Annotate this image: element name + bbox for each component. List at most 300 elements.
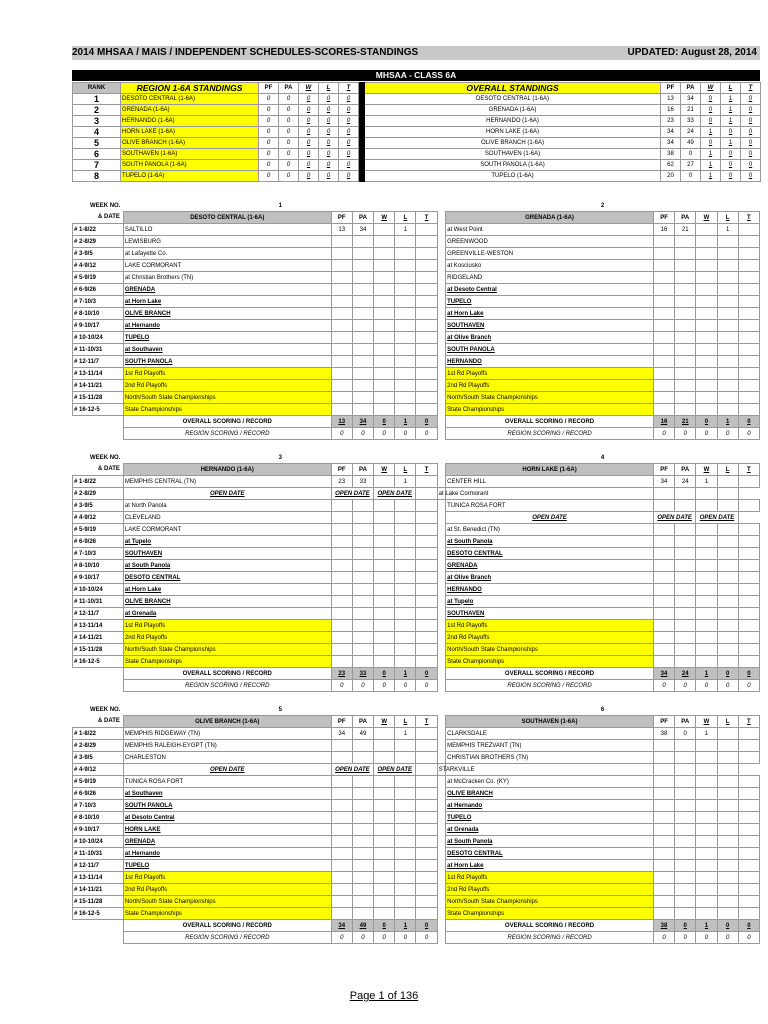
- stat-col-header: PF: [331, 464, 352, 476]
- game-stat: [331, 308, 352, 320]
- rank-number: 4: [73, 127, 121, 138]
- game-stat: [352, 548, 373, 560]
- game-stat: [374, 284, 395, 296]
- game-stat: [696, 524, 717, 536]
- class-title: MHSAA - CLASS 6A: [72, 70, 760, 81]
- overall-stat: 1: [721, 138, 741, 149]
- game-stat: [717, 308, 738, 320]
- game-stat: [675, 284, 696, 296]
- week-date: # 1-8/22: [73, 224, 124, 236]
- overall-stat: 34: [661, 138, 681, 149]
- spacer: [437, 788, 445, 800]
- spacer: [73, 416, 124, 428]
- week-date: # 3-9/5: [73, 500, 124, 512]
- opponent-name: CLEVELAND: [123, 512, 331, 524]
- overall-record-value: 0: [738, 668, 759, 680]
- game-row: [73, 356, 760, 368]
- spacer: [437, 200, 445, 212]
- region-record-value: 0: [696, 680, 717, 692]
- game-stat: [352, 524, 373, 536]
- overall-stat: 34: [661, 127, 681, 138]
- game-row: [73, 728, 760, 740]
- week-date: # 15-11/28: [73, 392, 124, 404]
- game-stat: [717, 596, 738, 608]
- game-stat: [675, 356, 696, 368]
- overall-team-name: HERNANDO (1-6A): [365, 116, 661, 127]
- opponent-name: 1st Rd Playoffs: [446, 872, 654, 884]
- game-stat: [374, 308, 395, 320]
- game-stat: [675, 884, 696, 896]
- game-stat: [395, 392, 416, 404]
- game-stat: [696, 560, 717, 572]
- game-stat: 23: [331, 476, 352, 488]
- region-stat: 0: [299, 171, 319, 182]
- spacer: [437, 452, 445, 464]
- spacer: [437, 884, 445, 896]
- game-stat: [696, 608, 717, 620]
- game-stat: [352, 608, 373, 620]
- page-title: 2014 MHSAA / MAIS / INDEPENDENT SCHEDULES-SCORES-STANDINGS: [72, 47, 419, 58]
- overall-scoring-label: OVERALL SCORING / RECORD: [446, 920, 654, 932]
- game-stat: [675, 500, 696, 512]
- opponent-name: STARKVILLE: [437, 764, 445, 776]
- schedule-section-3: [72, 704, 760, 944]
- stat-col-header: PF: [653, 716, 674, 728]
- overall-record-row: [73, 920, 760, 932]
- game-stat: 34: [331, 728, 352, 740]
- game-stat: [395, 812, 416, 824]
- game-stat: [416, 560, 437, 572]
- opponent-name: 1st Rd Playoffs: [123, 620, 331, 632]
- stat-col-header: W: [374, 716, 395, 728]
- game-stat: [717, 632, 738, 644]
- game-stat: [653, 572, 674, 584]
- opponent-name: SOUTH PANOLA: [446, 344, 654, 356]
- game-row: [73, 392, 760, 404]
- rank-number: 1: [73, 94, 121, 105]
- game-stat: [331, 800, 352, 812]
- game-stat: [738, 284, 759, 296]
- opponent-name: 2nd Rd Playoffs: [123, 884, 331, 896]
- overall-stat: 0: [741, 160, 761, 171]
- week-date: # 1-8/22: [73, 728, 124, 740]
- game-stat: [416, 656, 437, 668]
- game-row: [73, 908, 760, 920]
- opponent-name: TUPELO: [123, 332, 331, 344]
- stat-col-header: PA: [352, 464, 373, 476]
- overall-record-value: 1: [696, 920, 717, 932]
- game-stat: [352, 776, 373, 788]
- game-stat: [675, 812, 696, 824]
- spacer: [437, 380, 445, 392]
- game-stat: [331, 572, 352, 584]
- game-stat: [374, 740, 395, 752]
- game-stat: [653, 392, 674, 404]
- region-team-name: SOUTH PANOLA (1-6A): [121, 160, 259, 171]
- spacer: [437, 776, 445, 788]
- opponent-name: HORN LAKE: [123, 824, 331, 836]
- game-stat: [374, 380, 395, 392]
- game-stat: [653, 296, 674, 308]
- week-date: # 11-10/31: [73, 848, 124, 860]
- game-stat: [717, 884, 738, 896]
- game-stat: [374, 644, 395, 656]
- region-record-value: 0: [738, 680, 759, 692]
- game-row: [73, 632, 760, 644]
- opponent-name: at Olive Branch: [446, 572, 654, 584]
- opponent-name: TUPELO: [446, 296, 654, 308]
- game-stat: [738, 236, 759, 248]
- spacer: [437, 920, 445, 932]
- game-stat: [374, 836, 395, 848]
- game-stat: [653, 272, 674, 284]
- game-stat: [331, 536, 352, 548]
- game-stat: [352, 380, 373, 392]
- week-date: # 10-10/24: [73, 584, 124, 596]
- spacer: [437, 260, 445, 272]
- week-date: # 14-11/21: [73, 884, 124, 896]
- game-stat: [653, 584, 674, 596]
- game-row: [73, 560, 760, 572]
- game-stat: [738, 752, 759, 764]
- opponent-name: at Horn Lake: [123, 296, 331, 308]
- game-stat: [696, 788, 717, 800]
- region-record-row: [73, 680, 760, 692]
- game-stat: [374, 776, 395, 788]
- opponent-name: at Southaven: [123, 788, 331, 800]
- week-date: # 12-11/7: [73, 860, 124, 872]
- region-stat: 0: [259, 149, 279, 160]
- overall-stat: 0: [701, 94, 721, 105]
- game-stat: [738, 368, 759, 380]
- spacer: [437, 332, 445, 344]
- game-stat: [352, 812, 373, 824]
- game-stat: OPEN DATE: [696, 512, 738, 524]
- game-stat: [374, 812, 395, 824]
- game-stat: [395, 260, 416, 272]
- game-stat: [331, 284, 352, 296]
- spacer: [437, 428, 445, 440]
- game-stat: [352, 284, 373, 296]
- game-stat: [352, 332, 373, 344]
- spacer: [73, 668, 124, 680]
- spacer: [437, 248, 445, 260]
- game-stat: [416, 800, 437, 812]
- spacer: [437, 644, 445, 656]
- game-stat: [696, 896, 717, 908]
- overall-record-value: 33: [352, 668, 373, 680]
- game-stat: 34: [653, 476, 674, 488]
- week-date: # 3-9/5: [73, 752, 124, 764]
- overall-scoring-label: OVERALL SCORING / RECORD: [446, 416, 654, 428]
- week-date: # 1-8/22: [73, 476, 124, 488]
- game-stat: [738, 644, 759, 656]
- region-record-value: 0: [352, 932, 373, 944]
- game-stat: [717, 896, 738, 908]
- game-stat: [352, 296, 373, 308]
- spacer: [437, 860, 445, 872]
- game-stat: [331, 392, 352, 404]
- region-stat: 0: [319, 116, 339, 127]
- game-stat: [738, 560, 759, 572]
- team-name-header: HORN LAKE (1-6A): [446, 464, 654, 476]
- opponent-name: at McCracken Co. (KY): [446, 776, 654, 788]
- team-number: 5: [123, 704, 437, 716]
- stat-col-header: PF: [653, 464, 674, 476]
- team-name-header: SOUTHAVEN (1-6A): [446, 716, 654, 728]
- opponent-name: North/South State Championships: [446, 896, 654, 908]
- team-number: 3: [123, 452, 437, 464]
- game-stat: [416, 728, 437, 740]
- game-row: [73, 260, 760, 272]
- game-stat: [675, 752, 696, 764]
- region-stat: 0: [319, 171, 339, 182]
- opponent-name: State Championships: [123, 656, 331, 668]
- week-date: # 16-12-5: [73, 656, 124, 668]
- opponent-name: GRENADA: [446, 560, 654, 572]
- game-stat: [352, 824, 373, 836]
- game-row: [73, 872, 760, 884]
- game-stat: [738, 320, 759, 332]
- opponent-name: at West Point: [446, 224, 654, 236]
- spacer: [437, 548, 445, 560]
- game-stat: [416, 812, 437, 824]
- game-stat: [331, 500, 352, 512]
- game-stat: [675, 248, 696, 260]
- spacer: [437, 752, 445, 764]
- game-stat: [653, 812, 674, 824]
- game-stat: [696, 572, 717, 584]
- game-stat: [331, 524, 352, 536]
- game-stat: [395, 644, 416, 656]
- game-stat: [395, 836, 416, 848]
- opponent-name: 2nd Rd Playoffs: [446, 632, 654, 644]
- week-date: # 9-10/17: [73, 572, 124, 584]
- region-stat: 0: [299, 127, 319, 138]
- game-stat: [717, 404, 738, 416]
- game-stat: [675, 392, 696, 404]
- game-stat: 24: [675, 476, 696, 488]
- week-date: # 6-9/26: [73, 284, 124, 296]
- region-stat: 0: [279, 149, 299, 160]
- region-team-name: SOUTHAVEN (1-6A): [121, 149, 259, 160]
- region-record-row: [73, 932, 760, 944]
- opponent-name: GRENADA: [123, 836, 331, 848]
- region-col-header: PF: [259, 83, 279, 94]
- game-stat: [738, 656, 759, 668]
- overall-record-value: 0: [738, 416, 759, 428]
- rank-number: 8: [73, 171, 121, 182]
- spacer: [437, 596, 445, 608]
- game-stat: [717, 608, 738, 620]
- opponent-name: DESOTO CENTRAL: [123, 572, 331, 584]
- game-stat: [717, 740, 738, 752]
- game-stat: [395, 896, 416, 908]
- game-stat: [675, 380, 696, 392]
- game-row: [73, 644, 760, 656]
- game-stat: [696, 872, 717, 884]
- game-stat: [352, 896, 373, 908]
- region-record-value: 0: [331, 932, 352, 944]
- game-stat: [374, 824, 395, 836]
- game-stat: [374, 500, 395, 512]
- opponent-name: MEMPHIS RALEIGH-EYGPT (TN): [123, 740, 331, 752]
- opponent-name: at Southaven: [123, 344, 331, 356]
- game-stat: [675, 524, 696, 536]
- region-record-value: 0: [717, 932, 738, 944]
- overall-record-value: 0: [374, 668, 395, 680]
- spacer: [437, 272, 445, 284]
- spacer: [416, 488, 437, 500]
- week-date: # 4-9/12: [73, 764, 124, 776]
- game-stat: [416, 512, 437, 524]
- game-row: [73, 404, 760, 416]
- game-stat: [352, 236, 373, 248]
- game-stat: [717, 872, 738, 884]
- game-row: [73, 740, 760, 752]
- game-row: [73, 836, 760, 848]
- game-stat: [331, 608, 352, 620]
- opponent-name: MEMPHIS RIDGEWAY (TN): [123, 728, 331, 740]
- game-stat: 16: [653, 224, 674, 236]
- region-stat: 0: [339, 116, 359, 127]
- region-stat: 0: [339, 160, 359, 171]
- game-stat: [717, 368, 738, 380]
- game-stat: [738, 572, 759, 584]
- week-date: # 9-10/17: [73, 320, 124, 332]
- game-stat: [717, 488, 738, 500]
- overall-stat: 0: [741, 149, 761, 160]
- game-stat: [675, 560, 696, 572]
- game-stat: [696, 320, 717, 332]
- region-standings-title: REGION 1-6A STANDINGS: [121, 83, 259, 94]
- game-stat: [717, 392, 738, 404]
- region-stat: 0: [259, 127, 279, 138]
- game-stat: [696, 500, 717, 512]
- game-row: [73, 236, 760, 248]
- game-stat: [352, 908, 373, 920]
- region-stat: 0: [319, 94, 339, 105]
- overall-record-value: 23: [331, 668, 352, 680]
- game-stat: 0: [675, 728, 696, 740]
- overall-scoring-label: OVERALL SCORING / RECORD: [123, 668, 331, 680]
- game-stat: [696, 536, 717, 548]
- game-stat: OPEN DATE: [653, 512, 695, 524]
- game-stat: [374, 656, 395, 668]
- game-stat: [416, 296, 437, 308]
- region-record-value: 0: [395, 680, 416, 692]
- game-stat: [717, 908, 738, 920]
- opponent-name: at Hernando: [446, 800, 654, 812]
- game-stat: [653, 800, 674, 812]
- overall-record-value: 0: [416, 668, 437, 680]
- spacer: [416, 764, 437, 776]
- open-date-label: OPEN DATE: [446, 512, 654, 524]
- spacer: [437, 212, 445, 224]
- game-stat: [352, 584, 373, 596]
- game-stat: [653, 308, 674, 320]
- opponent-name: at Grenada: [123, 608, 331, 620]
- opponent-name: at Desoto Central: [123, 812, 331, 824]
- game-stat: [331, 332, 352, 344]
- team-number-row: [73, 704, 760, 716]
- game-stat: [416, 536, 437, 548]
- game-stat: [352, 368, 373, 380]
- game-stat: [374, 632, 395, 644]
- region-stat: 0: [259, 160, 279, 171]
- spacer: [437, 728, 445, 740]
- overall-record-value: 1: [395, 920, 416, 932]
- game-stat: [675, 644, 696, 656]
- stat-col-header: W: [696, 464, 717, 476]
- stat-col-header: PA: [675, 716, 696, 728]
- spacer: [437, 236, 445, 248]
- region-team-name: OLIVE BRANCH (1-6A): [121, 138, 259, 149]
- game-stat: [416, 848, 437, 860]
- game-row: [73, 572, 760, 584]
- opponent-name: SOUTHAVEN: [446, 320, 654, 332]
- overall-stat: 27: [681, 160, 701, 171]
- spacer: [437, 836, 445, 848]
- game-stat: [352, 848, 373, 860]
- game-stat: [331, 296, 352, 308]
- standings-row: [73, 160, 761, 171]
- overall-stat: 16: [661, 105, 681, 116]
- game-row: [73, 476, 760, 488]
- game-stat: [653, 596, 674, 608]
- region-stat: 0: [279, 94, 299, 105]
- game-stat: [395, 296, 416, 308]
- overall-col-header: PF: [661, 83, 681, 94]
- game-stat: [352, 344, 373, 356]
- region-stat: 0: [299, 116, 319, 127]
- spacer: [73, 932, 124, 944]
- game-stat: [416, 524, 437, 536]
- opponent-name: at St. Benedict (TN): [446, 524, 654, 536]
- game-stat: [374, 620, 395, 632]
- game-row: [73, 296, 760, 308]
- game-stat: [696, 248, 717, 260]
- game-stat: [331, 368, 352, 380]
- region-stat: 0: [259, 94, 279, 105]
- game-row: [73, 248, 760, 260]
- game-stat: [675, 860, 696, 872]
- game-stat: [717, 620, 738, 632]
- opponent-name: State Championships: [123, 404, 331, 416]
- game-stat: [352, 500, 373, 512]
- game-stat: [352, 260, 373, 272]
- game-stat: [416, 380, 437, 392]
- week-date: # 15-11/28: [73, 644, 124, 656]
- region-team-name: DESOTO CENTRAL (1-6A): [121, 94, 259, 105]
- game-stat: [675, 572, 696, 584]
- overall-stat: 49: [681, 138, 701, 149]
- region-stat: 0: [319, 127, 339, 138]
- rank-number: 6: [73, 149, 121, 160]
- game-stat: [331, 644, 352, 656]
- week-date: # 4-9/12: [73, 260, 124, 272]
- game-stat: [717, 776, 738, 788]
- date-label: & DATE: [97, 466, 120, 473]
- game-stat: [352, 788, 373, 800]
- game-stat: [331, 380, 352, 392]
- week-date: # 6-9/26: [73, 788, 124, 800]
- game-stat: [738, 380, 759, 392]
- region-record-row: [73, 428, 760, 440]
- week-no-label: WEEK NO.: [90, 706, 121, 713]
- opponent-name: RIDGELAND: [446, 272, 654, 284]
- game-row: [73, 596, 760, 608]
